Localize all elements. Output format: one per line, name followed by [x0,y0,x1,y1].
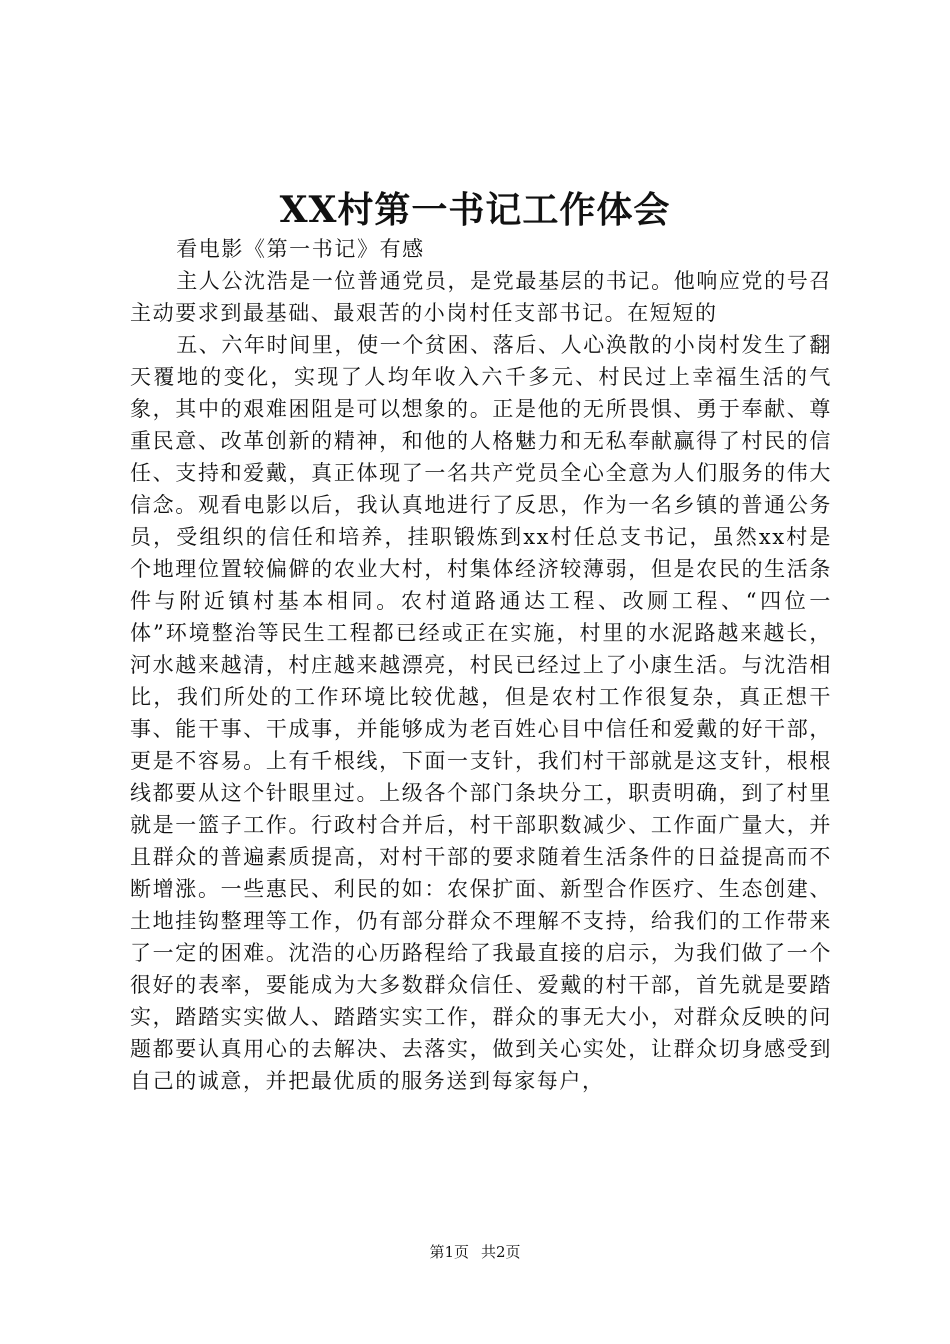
page-total: 共2页 [481,1243,521,1261]
paragraph-subtitle: 看电影《第一书记》有感 [176,237,425,261]
page-number: 第1页 [429,1243,469,1261]
document-title: XX村第一书记工作体会 [279,189,671,231]
document-body [130,233,832,1097]
page-footer [0,1240,950,1264]
paragraph: 五、六年时间里，使一个贫困、落后、人心涣散的小岗村发生了翻天覆地的变化，实现了人均年收入六千多元、村民过上幸福生活的气象，其中的艰难困阻是可以想象的。正是他的无所畏惧、勇于奉献、尊重民意、改革创新的精神，和他的人格魅力和无私奉献赢得了村民的信任、支持和爱戴，真正体现了一名共产党员全心全意为人们服务的伟大信念。观看电影以后，我认真地进行了反思，作为一名乡镇的普通公务员，受组织的信任和培养，挂职锻炼到xx村任总支书记，虽然xx村是个地理位置较偏僻的农业大村，村集体经济较薄弱，但是农民的生活条件与附近镇村基本相同。农村道路通达工程、改厕工程、“四位一体”环境整治等民生工程都已经或正在实施，村里的水泥路越来越长，河水越来越清，村庄越来越漂亮，村民已经过上了小康生活。与沈浩相比，我们所处的工作环境比较优越，但是农村工作很复杂，真正想干事、能干事、干成事，并能够成为老百姓心目中信任和爱戴的好干部，更是不容易。上有千根线，下面一支针，我们村干部就是这支针，根根线都要从这个针眼里过。上级各个部门条块分工，职责明确，到了村里就是一篮子工作。行政村合并后，村干部职数减少、工作面广量大，并且群众的普遍素质提高，对村干部的要求随着生活条件的日益提高而不断增涨。一些惠民、利民的如：农保扩面、新型合作医疗、生态创建、土地挂钩整理等工作，仍有部分群众不理解不支持，给我们的工作带来了一定的困难。沈浩的心历路程给了我最直接的启示，为我们做了一个很好的表率，要能成为大多数群众信任、爱戴的村干部，首先就是要踏实，踏踏实实做人、踏踏实实工作，群众的事无大小，对群众反映的问题都要认真用心的去解决、去落实，做到关心实处，让群众切身感受到自己的诚意，并把最优质的服务送到每家每户， [130,333,832,1093]
paragraph: 主人公沈浩是一位普通党员，是党最基层的书记。他响应党的号召主动要求到最基础、最艰苦的小岗村任支部书记。在短短的 [130,269,832,325]
